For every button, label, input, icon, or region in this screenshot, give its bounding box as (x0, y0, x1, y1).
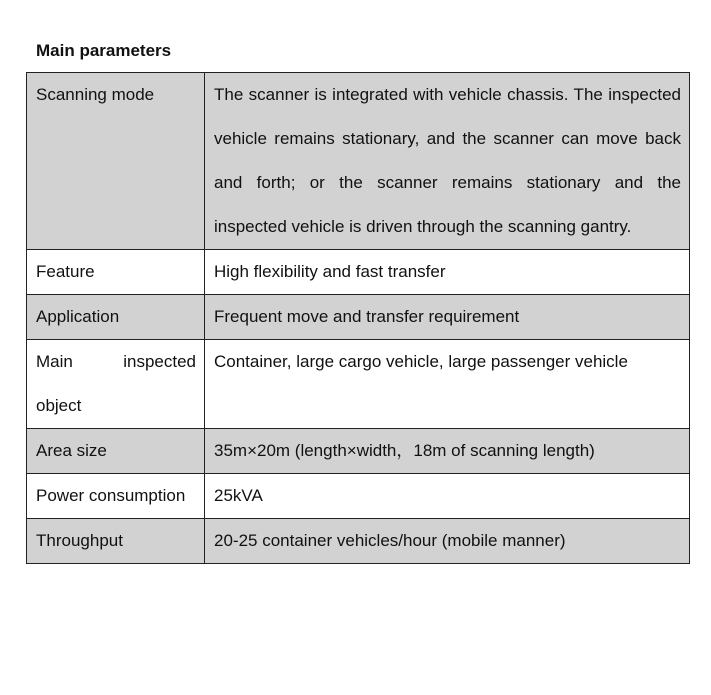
row-label: Feature (27, 250, 205, 295)
row-value: The scanner is integrated with vehicle chassis. The inspected vehicle remains stationary, and the scanner can move back and forth; or the scanner remains stationary and the inspected vehicle is driven through the scanning gantry. (205, 73, 690, 250)
table-row-main-inspected-object (27, 340, 690, 429)
row-value: 25kVA (205, 474, 690, 519)
table-row-scanning-mode (27, 73, 690, 250)
row-label: Throughput (27, 519, 205, 564)
row-label: Application (27, 295, 205, 340)
table-row-power-consumption (27, 474, 690, 519)
row-value: Frequent move and transfer requirement (205, 295, 690, 340)
row-label: Power consumption (27, 474, 205, 519)
row-label: Scanning mode (27, 73, 205, 250)
table-row-application (27, 295, 690, 340)
row-value: Container, large cargo vehicle, large passenger vehicle (205, 340, 690, 429)
table-row-feature (27, 250, 690, 295)
row-value: 35m×20m (length×width，18m of scanning length) (205, 429, 690, 474)
section-heading: Main parameters (36, 41, 172, 60)
row-label: Area size (27, 429, 205, 474)
row-value: High flexibility and fast transfer (205, 250, 690, 295)
parameters-table (26, 72, 690, 564)
table-row-throughput (27, 519, 690, 564)
row-value: 20-25 container vehicles/hour (mobile manner) (205, 519, 690, 564)
row-label: Main inspected object (27, 340, 205, 429)
table-row-area-size (27, 429, 690, 474)
